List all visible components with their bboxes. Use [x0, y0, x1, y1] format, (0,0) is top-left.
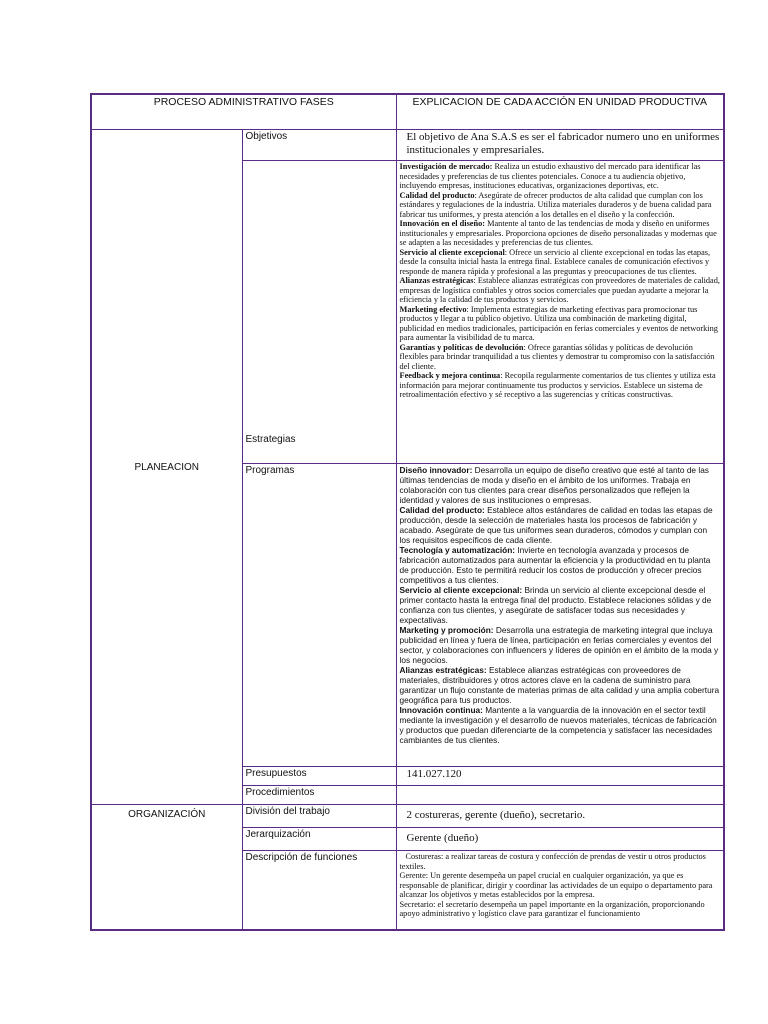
- programa-item: Alianzas estratégicas: Establece alianzas estratégicas con proveedores de materiales, distribuidores y otros actores clave en la cadena de suministro para garantizar un flujo constante de materias primas de alta calidad y una amplia cobertura geográfica para tus productos.: [399, 665, 720, 705]
- programas-list: [400, 465, 721, 745]
- label-programas: Programas: [242, 464, 396, 767]
- phase-organizacion: ORGANIZACIÓN: [91, 805, 242, 931]
- header-phases: PROCESO ADMINISTRATIVO FASES: [91, 94, 396, 130]
- estrategia-item: Investigación de mercado: Realiza un estudio exhaustivo del mercado para identificar las necesidades y preferencias de tus clientes potenciales. Conoce a tu audiencia objetivo, incluyendo empresas, instituciones educativas, organizaciones deportivas, etc.: [399, 162, 701, 190]
- header-row: [91, 94, 724, 130]
- programa-item: Diseño innovador: Desarrolla un equipo de diseño creativo que esté al tanto de las últimas tendencias de moda y diseño en el ámbito de los uniformes. Trabaja en colaboración con tus clientes para crear diseños personalizados que reflejen la identidad y valores de sus instituciones o empresas.: [399, 465, 709, 505]
- label-descripcion: Descripción de funciones: [242, 851, 396, 931]
- text-estrategias: [396, 161, 724, 464]
- label-objetivos: Objetivos: [242, 130, 396, 161]
- label-division: División del trabajo: [242, 805, 396, 828]
- header-explanation: EXPLICACION DE CADA ACCIÓN EN UNIDAD PRODUCTIVA: [396, 94, 724, 130]
- funcion-item: Secretario: el secretario desempeña un papel importante en la organización, proporcionando apoyo administrativo y logístico clave para garantizar el funcionamiento: [399, 899, 705, 918]
- text-programas: [396, 464, 724, 767]
- label-estrategias: Estrategias: [242, 161, 396, 464]
- estrategia-item: Innovación en el diseño: Mantente al tanto de las tendencias de moda y diseño en uniformes institucionales y empresariales. Proporciona opciones de diseño personalizadas y modernas que se adapten a las necesidades y preferencias de tus clientes.: [399, 219, 717, 247]
- estrategias-list: [400, 162, 721, 400]
- row-division: [91, 805, 724, 828]
- phase-planeacion: PLANEACION: [91, 130, 242, 805]
- programa-item: Tecnología y automatización: Invierte en tecnología avanzada y procesos de fabricación automatizados para aumentar la eficiencia y la productividad en tu planta de producción. Esto te permitirá reducir los costos de producción y ofrecer precios competitivos a tus clientes.: [399, 545, 711, 585]
- process-table: [90, 93, 725, 931]
- estrategia-item: Servicio al cliente excepcional: Ofrece un servicio al cliente excepcional en todas las etapas, desde la consulta inicial hasta la entrega final. Establece canales de comunicación efectivos y responde de manera rápida y profesional a las preguntas y preocupaciones de tus clientes.: [399, 247, 711, 276]
- text-presupuestos: 141.027.120: [396, 767, 724, 786]
- row-objetivos: [91, 130, 724, 161]
- funcion-item: Gerente: Un gerente desempeña un papel crucial en cualquier organización, ya que es responsable de planificar, dirigir y coordinar las actividades de un equipo o departamento para alcanzar los objetivos y metas establecidos por la empresa.: [399, 871, 713, 899]
- programa-item: Calidad del producto: Establece altos estándares de calidad en todas las etapas de producción, desde la selección de materiales hasta los procesos de fabricación y acabado. Asegúrate de que tus uniformes sean duraderos, cómodos y cumplan con los requisitos específicos de cada cliente.: [399, 505, 713, 545]
- estrategia-item: Marketing efectivo: Implementa estrategias de marketing efectivas para promocionar tus productos y llegar a tu público objetivo. Utiliza una combinación de marketing digital, publicidad en medios tradicionales, participación en ferias comerciales y eventos de networking para aumentar la visibilidad de tu marca.: [399, 304, 718, 342]
- estrategia-item: Alianzas estratégicas: Establece alianzas estratégicas con proveedores de materiales de calidad, empresas de logística confiables y otros socios comerciales que puedan ayudarte a mejorar la eficiencia y la calidad de tus productos y servicios.: [399, 276, 720, 304]
- label-jerarquizacion: Jerarquización: [242, 828, 396, 851]
- label-procedimientos: Procedimientos: [242, 786, 396, 805]
- estrategia-item: Feedback y mejora continua: Recopila regularmente comentarios de tus clientes y utiliza esta información para mejorar continuamente tus productos y servicios. Establece un sistema de retroalimentación efectivo y sé receptivo a las sugerencias y críticas constructivas.: [399, 371, 716, 399]
- label-presupuestos: Presupuestos: [242, 767, 396, 786]
- text-jerarquizacion: Gerente (dueño): [396, 828, 724, 851]
- funcion-item: Costureras: a realizar tareas de costura y confección de prendas de vestir u otros productos textiles.: [399, 852, 706, 871]
- text-procedimientos: [396, 786, 724, 805]
- text-division: 2 costureras, gerente (dueño), secretario.: [396, 805, 724, 828]
- estrategia-item: Calidad del producto: Asegúrate de ofrecer productos de alta calidad que cumplan con los estándares y regulaciones de la industria. Utiliza materiales duraderos y de buena calidad para fabricar tus uniformes, y presta atención a los detalles en el diseño y la confección.: [399, 190, 712, 219]
- estrategia-item: Garantías y políticas de devolución: Ofrece garantías sólidas y políticas de devolución flexibles para brindar tranquilidad a tus clientes y demostrar tu compromiso con la satisfacción del cliente.: [399, 342, 715, 371]
- programa-item: Innovación continua: Mantente a la vanguardia de la innovación en el sector textil mediante la investigación y el desarrollo de nuevos materiales, técnicas de fabricación y productos que puedan diferenciarte de la competencia y satisfacer las necesidades cambiantes de tus clientes.: [399, 705, 717, 745]
- text-descripcion: [396, 851, 724, 931]
- programa-item: Marketing y promoción: Desarrolla una estrategia de marketing integral que incluya publicidad en línea y fuera de línea, participación en ferias comerciales y eventos del sector, y colaboraciones con influencers y líderes de opinión en el ámbito de la moda y los negocios.: [399, 625, 719, 665]
- programa-item: Servicio al cliente excepcional: Brinda un servicio al cliente excepcional desde el primer contacto hasta la entrega final del producto. Establece relaciones sólidas y de confianza con tus clientes, y asegúrate de satisfacer todas sus necesidades y expectativas.: [399, 585, 712, 625]
- text-objetivos: El objetivo de Ana S.A.S es ser el fabricador numero uno en uniformes institucionales y empresariales.: [396, 130, 724, 161]
